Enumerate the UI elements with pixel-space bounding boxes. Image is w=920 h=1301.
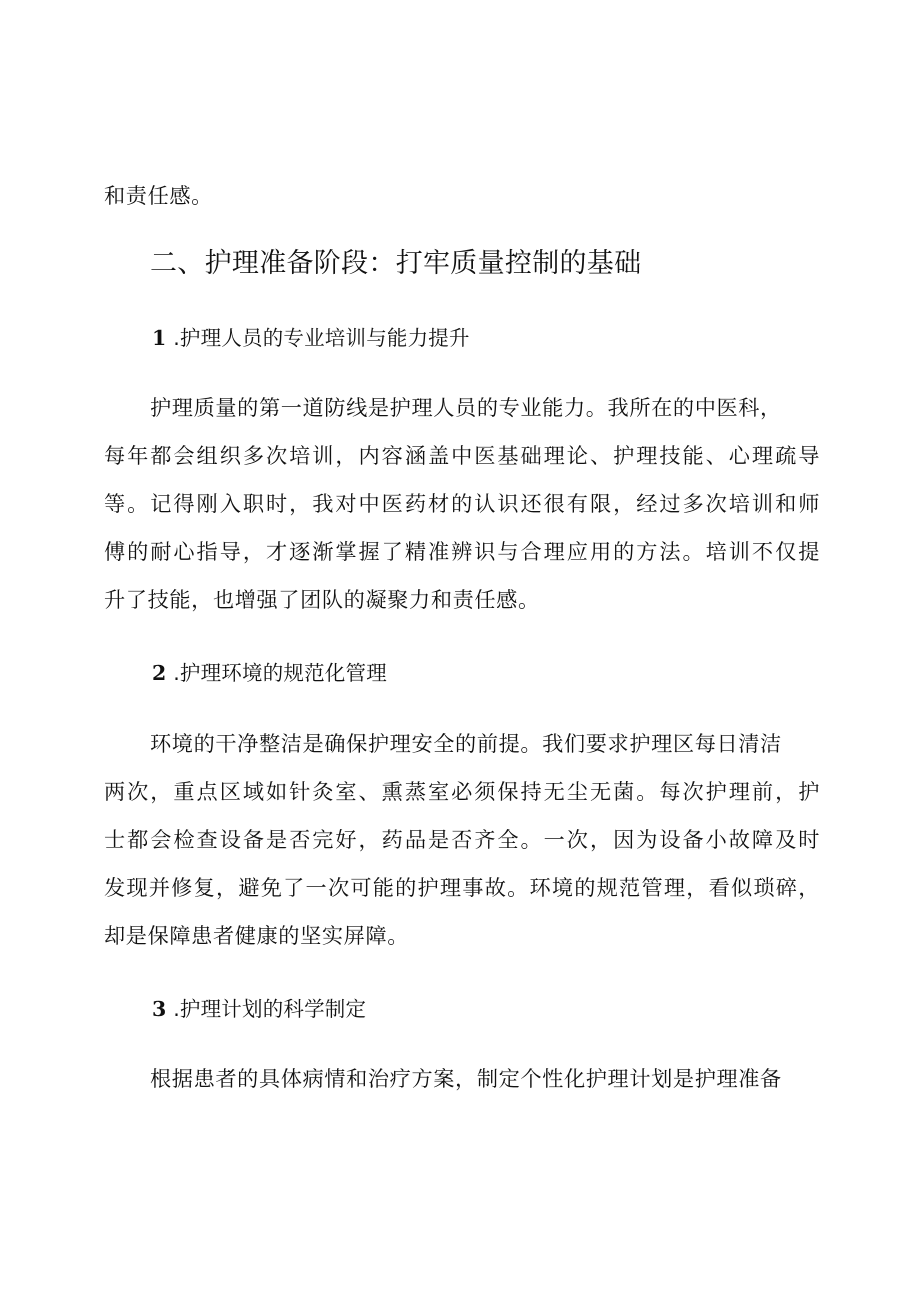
paragraph-line: 环境的干净整洁是确保护理安全的前提。我们要求护理区每日清洁 — [150, 731, 782, 756]
paragraph-line: 两次，重点区域如针灸室、熏蒸室必须保持无尘无菌。每次护理前，护 — [104, 779, 820, 804]
subsection-number: 2 — [152, 661, 167, 685]
paragraph-line: 每年都会组织多次培训，内容涵盖中医基础理论、护理技能、心理疏导 — [104, 443, 820, 468]
paragraph-line: 傅的耐心指导，才逐渐掌握了精准辨识与合理应用的方法。培训不仅提 — [104, 539, 820, 564]
subsection-heading-text: .护理计划的科学制定 — [173, 997, 367, 1021]
subsection-title-3 — [152, 995, 366, 1023]
paragraph-line: 发现并修复，避免了一次可能的护理事故。环境的规范管理，看似琐碎， — [104, 875, 820, 900]
subsection-heading-text: .护理环境的规范化管理 — [173, 661, 387, 685]
subsection-number: 3 — [152, 997, 167, 1021]
section-title: 二、护理准备阶段：打牢质量控制的基础 — [150, 248, 642, 279]
subsection-title-2 — [152, 659, 387, 687]
paragraph-line: 护理质量的第一道防线是护理人员的专业能力。我所在的中医科， — [150, 395, 782, 420]
paragraph-line: 等。记得刚入职时，我对中医药材的认识还很有限，经过多次培训和师 — [104, 491, 820, 516]
subsection-number: 1 — [152, 326, 167, 350]
paragraph-line: 却是保障患者健康的坚实屏障。 — [104, 923, 410, 948]
paragraph-fragment: 和责任感。 — [104, 183, 213, 208]
subsection-title-1 — [152, 324, 470, 352]
paragraph-line: 根据患者的具体病情和治疗方案，制定个性化护理计划是护理准备 — [150, 1066, 782, 1091]
paragraph-line: 士都会检查设备是否完好，药品是否齐全。一次，因为设备小故障及时 — [104, 827, 820, 852]
subsection-heading-text: .护理人员的专业培训与能力提升 — [173, 326, 470, 350]
paragraph-line: 升了技能，也增强了团队的凝聚力和责任感。 — [104, 587, 540, 612]
